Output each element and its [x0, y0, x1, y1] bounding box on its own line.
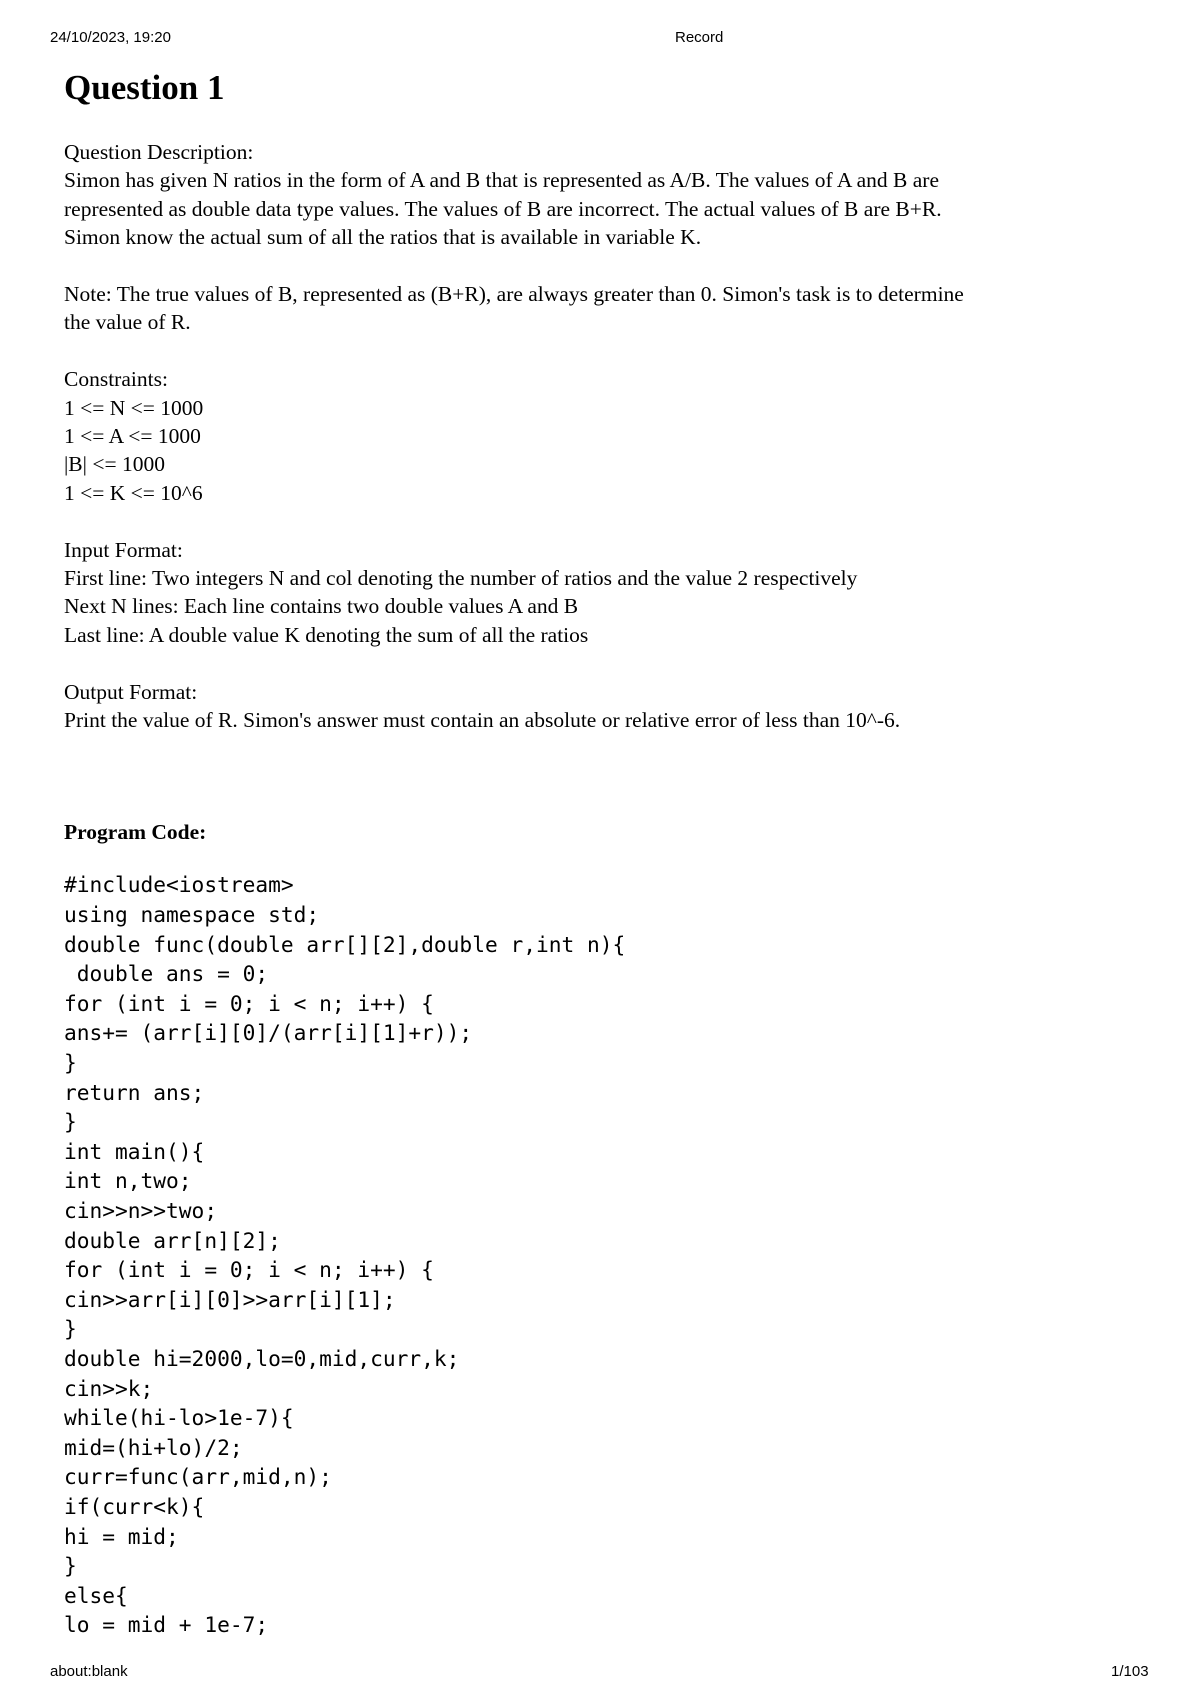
description-label: Question Description:	[64, 140, 254, 164]
code-line: double arr[n][2];	[64, 1227, 281, 1253]
description-line: Simon know the actual sum of all the ratios that is available in variable K.	[64, 225, 702, 250]
output-format-label: Output Format:	[64, 679, 198, 704]
note-line: Note: The true values of B, represented as (B+R), are always greater than 0. Simon's task is to determine	[64, 282, 964, 307]
code-line: for (int i = 0; i < n; i++) {	[64, 990, 434, 1016]
code-line: ans+= (arr[i][0]/(arr[i][1]+r));	[64, 1020, 473, 1046]
code-line: int main(){	[64, 1138, 205, 1164]
code-line: double func(double arr[][2],double r,int n){	[64, 931, 626, 957]
description-line: Simon has given N ratios in the form of A and B that is represented as A/B. The values of A and B are	[64, 168, 939, 193]
print-footer-page-number: 1/103	[1111, 1663, 1149, 1680]
code-line: int n,two;	[64, 1168, 192, 1194]
print-footer-url: about:blank	[50, 1663, 128, 1680]
code-line: while(hi-lo>1e-7){	[64, 1405, 294, 1431]
code-line: for (int i = 0; i < n; i++) {	[64, 1257, 434, 1283]
code-line: #include<iostream>	[64, 872, 294, 898]
constraint-item: |B| <= 1000	[64, 452, 165, 477]
code-line: mid=(hi+lo)/2;	[64, 1434, 243, 1460]
input-format-label: Input Format:	[64, 537, 183, 562]
input-format-line: Last line: A double value K denoting the sum of all the ratios	[64, 622, 589, 647]
code-line: cin>>arr[i][0]>>arr[i][1];	[64, 1286, 396, 1312]
question-title: Question 1	[64, 68, 225, 107]
code-line: double ans = 0;	[64, 961, 269, 987]
constraint-item: 1 <= A <= 1000	[64, 424, 201, 449]
constraint-item: 1 <= N <= 1000	[64, 395, 204, 420]
program-code-block	[64, 870, 1144, 1639]
print-header-title: Record	[675, 29, 724, 46]
code-line: }	[64, 1109, 77, 1135]
code-line: else{	[64, 1582, 128, 1608]
code-line: curr=func(arr,mid,n);	[64, 1464, 332, 1490]
input-format-line: Next N lines: Each line contains two double values A and B	[64, 594, 579, 619]
code-line: }	[64, 1553, 77, 1579]
code-line: if(curr<k){	[64, 1493, 205, 1519]
question-description	[64, 138, 1144, 734]
document-body	[64, 58, 1144, 1640]
note-line: the value of R.	[64, 310, 191, 335]
code-line: double hi=2000,lo=0,mid,curr,k;	[64, 1345, 460, 1371]
output-format-line: Print the value of R. Simon's answer must contain an absolute or relative error of less than 10^-6.	[64, 708, 901, 733]
print-header-datetime: 24/10/2023, 19:20	[50, 29, 171, 46]
code-line: lo = mid + 1e-7;	[64, 1612, 269, 1638]
code-line: hi = mid;	[64, 1523, 179, 1549]
code-line: return ans;	[64, 1079, 205, 1105]
code-line: cin>>n>>two;	[64, 1198, 218, 1223]
code-line: cin>>k;	[64, 1375, 154, 1401]
constraints-label: Constraints:	[64, 367, 168, 392]
code-line: }	[64, 1050, 77, 1076]
input-format-line: First line: Two integers N and col denoting the number of ratios and the value 2 respectively	[64, 566, 858, 591]
program-code-label: Program Code:	[64, 820, 207, 845]
code-line: using namespace std;	[64, 902, 320, 928]
code-line: }	[64, 1316, 77, 1342]
constraint-item: 1 <= K <= 10^6	[64, 480, 203, 505]
description-line: represented as double data type values. The values of B are incorrect. The actual values of B are B+R.	[64, 196, 942, 221]
